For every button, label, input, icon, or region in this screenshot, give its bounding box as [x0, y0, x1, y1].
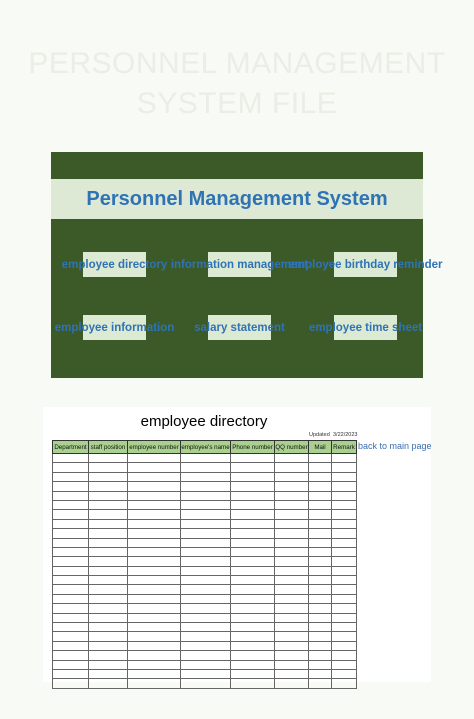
table-cell[interactable]	[309, 641, 332, 650]
menu-header: Personnel Management System	[51, 179, 423, 219]
updated-label: Updated	[309, 432, 330, 438]
table-cell[interactable]	[128, 491, 181, 500]
table-cell[interactable]	[53, 510, 89, 519]
table-cell[interactable]	[275, 463, 309, 472]
table-cell[interactable]	[89, 623, 128, 632]
table-cell[interactable]	[309, 613, 332, 622]
table-cell[interactable]	[89, 604, 128, 613]
table-cell[interactable]	[89, 500, 128, 509]
table-cell[interactable]	[128, 538, 181, 547]
employee-directory-button[interactable]	[61, 252, 168, 277]
table-cell[interactable]	[89, 454, 128, 463]
table-cell[interactable]	[332, 482, 357, 491]
table-cell[interactable]	[53, 679, 89, 688]
employee-time-sheet-button[interactable]	[308, 315, 423, 340]
table-cell[interactable]	[181, 557, 231, 566]
table-cell[interactable]	[332, 500, 357, 509]
table-cell[interactable]	[275, 472, 309, 481]
table-cell[interactable]	[231, 632, 275, 641]
page-title-line2: SYSTEM FILE	[136, 87, 338, 120]
table-cell[interactable]	[332, 538, 357, 547]
table-cell[interactable]	[332, 660, 357, 669]
table-cell[interactable]	[128, 454, 181, 463]
table-cell[interactable]	[275, 491, 309, 500]
table-row	[53, 641, 357, 650]
table-cell[interactable]	[128, 632, 181, 641]
table-cell[interactable]	[53, 547, 89, 556]
table-cell[interactable]	[89, 669, 128, 678]
table-cell[interactable]	[309, 660, 332, 669]
table-row	[53, 491, 357, 500]
column-header-staff-position: staff position	[89, 441, 128, 454]
table-cell[interactable]	[275, 576, 309, 585]
table-cell[interactable]	[309, 669, 332, 678]
table-cell[interactable]	[89, 576, 128, 585]
table-cell[interactable]	[128, 594, 181, 603]
page-title-line1: PERSONNEL MANAGEMENT	[28, 47, 446, 80]
table-row	[53, 538, 357, 547]
table-cell[interactable]	[181, 613, 231, 622]
table-cell[interactable]	[275, 454, 309, 463]
table-cell[interactable]	[332, 547, 357, 556]
table-cell[interactable]	[89, 547, 128, 556]
table-cell[interactable]	[231, 576, 275, 585]
table-cell[interactable]	[89, 566, 128, 575]
table-cell[interactable]	[128, 472, 181, 481]
column-header-remark: Remark	[332, 441, 357, 454]
table-cell[interactable]	[53, 623, 89, 632]
table-row	[53, 547, 357, 556]
table-cell[interactable]	[231, 651, 275, 660]
updated-date: 3/22/2023	[333, 432, 358, 438]
table-cell[interactable]	[275, 538, 309, 547]
table-cell[interactable]	[231, 585, 275, 594]
table-cell[interactable]	[53, 669, 89, 678]
table-cell[interactable]	[231, 538, 275, 547]
table-row	[53, 482, 357, 491]
table-cell[interactable]	[231, 669, 275, 678]
table-cell[interactable]	[128, 557, 181, 566]
table-cell[interactable]	[332, 651, 357, 660]
button-label: employee time sheet	[308, 321, 423, 334]
table-row	[53, 594, 357, 603]
table-cell[interactable]	[181, 651, 231, 660]
main-menu-panel	[51, 152, 443, 378]
table-cell[interactable]	[275, 632, 309, 641]
table-cell[interactable]	[231, 491, 275, 500]
table-cell[interactable]	[53, 519, 89, 528]
table-cell[interactable]	[181, 641, 231, 650]
table-cell[interactable]	[275, 623, 309, 632]
table-row	[53, 566, 357, 575]
table-row	[53, 510, 357, 519]
table-cell[interactable]	[332, 585, 357, 594]
table-cell[interactable]	[89, 641, 128, 650]
table-cell[interactable]	[89, 529, 128, 538]
table-cell[interactable]	[89, 538, 128, 547]
back-to-main-page-link[interactable]: back to main page	[358, 441, 432, 451]
table-cell[interactable]	[309, 491, 332, 500]
table-cell[interactable]	[128, 641, 181, 650]
table-cell[interactable]	[53, 632, 89, 641]
information-management-button[interactable]	[170, 252, 309, 277]
table-cell[interactable]	[275, 585, 309, 594]
table-cell[interactable]	[53, 482, 89, 491]
table-cell[interactable]	[309, 557, 332, 566]
table-cell[interactable]	[89, 613, 128, 622]
table-cell[interactable]	[309, 463, 332, 472]
table-cell[interactable]	[53, 557, 89, 566]
table-cell[interactable]	[309, 519, 332, 528]
table-cell[interactable]	[128, 623, 181, 632]
table-cell[interactable]	[309, 482, 332, 491]
table-cell[interactable]	[332, 491, 357, 500]
button-label: employee birthday reminder	[288, 258, 443, 271]
table-cell[interactable]	[128, 510, 181, 519]
button-label: information management	[170, 258, 309, 271]
button-label: salary statement	[194, 321, 285, 334]
employee-information-button[interactable]	[54, 315, 175, 340]
table-cell[interactable]	[309, 651, 332, 660]
table-cell[interactable]	[309, 454, 332, 463]
table-cell[interactable]	[332, 632, 357, 641]
table-cell[interactable]	[89, 510, 128, 519]
table-cell[interactable]	[309, 538, 332, 547]
table-cell[interactable]	[309, 576, 332, 585]
table-header-row	[53, 441, 357, 454]
table-cell[interactable]	[231, 566, 275, 575]
table-cell[interactable]	[89, 651, 128, 660]
table-cell[interactable]	[231, 510, 275, 519]
table-cell[interactable]	[128, 651, 181, 660]
table-cell[interactable]	[332, 510, 357, 519]
table-cell[interactable]	[231, 454, 275, 463]
table-cell[interactable]	[181, 538, 231, 547]
table-cell[interactable]	[332, 519, 357, 528]
table-cell[interactable]	[128, 669, 181, 678]
table-cell[interactable]	[275, 651, 309, 660]
table-row	[53, 463, 357, 472]
table-cell[interactable]	[128, 604, 181, 613]
table-cell[interactable]	[332, 557, 357, 566]
table-cell[interactable]	[275, 547, 309, 556]
table-cell[interactable]	[181, 679, 231, 688]
table-row	[53, 585, 357, 594]
table-cell[interactable]	[128, 463, 181, 472]
table-cell[interactable]	[231, 623, 275, 632]
table-row	[53, 604, 357, 613]
table-cell[interactable]	[53, 651, 89, 660]
column-header-department: Department	[53, 441, 89, 454]
column-header-employee-name: employee's name	[181, 441, 231, 454]
table-cell[interactable]	[332, 613, 357, 622]
employee-directory-table	[52, 440, 357, 689]
button-label: employee information	[54, 321, 175, 334]
table-cell[interactable]	[309, 623, 332, 632]
table-cell[interactable]	[181, 454, 231, 463]
table-cell[interactable]	[181, 472, 231, 481]
table-cell[interactable]	[332, 463, 357, 472]
table-cell[interactable]	[128, 529, 181, 538]
table-cell[interactable]	[231, 641, 275, 650]
column-header-phone-number: Phone number	[231, 441, 275, 454]
table-cell[interactable]	[128, 547, 181, 556]
table-cell[interactable]	[181, 585, 231, 594]
table-cell[interactable]	[309, 585, 332, 594]
table-cell[interactable]	[231, 500, 275, 509]
table-row	[53, 529, 357, 538]
table-cell[interactable]	[309, 547, 332, 556]
table-cell[interactable]	[89, 585, 128, 594]
table-cell[interactable]	[309, 566, 332, 575]
table-cell[interactable]	[89, 632, 128, 641]
table-cell[interactable]	[181, 566, 231, 575]
table-cell[interactable]	[53, 472, 89, 481]
table-cell[interactable]	[275, 613, 309, 622]
directory-title: employee directory	[140, 413, 268, 430]
table-cell[interactable]	[53, 594, 89, 603]
table-cell[interactable]	[89, 557, 128, 566]
table-cell[interactable]	[53, 500, 89, 509]
table-cell[interactable]	[309, 604, 332, 613]
button-label: employee directory	[61, 258, 168, 271]
table-cell[interactable]	[181, 529, 231, 538]
table-cell[interactable]	[89, 679, 128, 688]
table-cell[interactable]	[181, 594, 231, 603]
table-cell[interactable]	[332, 472, 357, 481]
table-cell[interactable]	[231, 604, 275, 613]
table-cell[interactable]	[53, 641, 89, 650]
table-cell[interactable]	[309, 472, 332, 481]
table-row	[53, 632, 357, 641]
table-cell[interactable]	[275, 482, 309, 491]
table-cell[interactable]	[309, 510, 332, 519]
table-cell[interactable]	[53, 585, 89, 594]
table-cell[interactable]	[332, 576, 357, 585]
table-cell[interactable]	[128, 519, 181, 528]
table-cell[interactable]	[181, 510, 231, 519]
table-row	[53, 613, 357, 622]
table-cell[interactable]	[181, 632, 231, 641]
table-row	[53, 557, 357, 566]
table-cell[interactable]	[275, 557, 309, 566]
table-row	[53, 679, 357, 688]
table-cell[interactable]	[181, 547, 231, 556]
table-cell[interactable]	[275, 660, 309, 669]
table-cell[interactable]	[309, 500, 332, 509]
birthday-reminder-button[interactable]	[288, 252, 443, 277]
table-cell[interactable]	[332, 529, 357, 538]
table-cell[interactable]	[231, 519, 275, 528]
table-cell[interactable]	[53, 604, 89, 613]
table-row	[53, 500, 357, 509]
table-cell[interactable]	[89, 463, 128, 472]
page-title	[0, 44, 474, 124]
table-cell[interactable]	[332, 679, 357, 688]
table-cell[interactable]	[53, 576, 89, 585]
table-cell[interactable]	[181, 500, 231, 509]
table-cell[interactable]	[231, 679, 275, 688]
table-row	[53, 660, 357, 669]
table-cell[interactable]	[309, 529, 332, 538]
table-cell[interactable]	[332, 454, 357, 463]
table-cell[interactable]	[53, 613, 89, 622]
table-cell[interactable]	[53, 538, 89, 547]
table-row	[53, 623, 357, 632]
table-cell[interactable]	[89, 472, 128, 481]
table-cell[interactable]	[332, 641, 357, 650]
table-cell[interactable]	[53, 660, 89, 669]
table-cell[interactable]	[309, 632, 332, 641]
table-cell[interactable]	[128, 482, 181, 491]
table-cell[interactable]	[53, 454, 89, 463]
table-cell[interactable]	[332, 669, 357, 678]
table-cell[interactable]	[231, 613, 275, 622]
table-cell[interactable]	[275, 510, 309, 519]
table-cell[interactable]	[181, 604, 231, 613]
table-cell[interactable]	[53, 463, 89, 472]
table-cell[interactable]	[181, 463, 231, 472]
table-cell[interactable]	[89, 519, 128, 528]
table-cell[interactable]	[181, 623, 231, 632]
table-cell[interactable]	[231, 529, 275, 538]
table-cell[interactable]	[128, 576, 181, 585]
table-cell[interactable]	[89, 491, 128, 500]
table-cell[interactable]	[275, 529, 309, 538]
table-cell[interactable]	[231, 660, 275, 669]
table-cell[interactable]	[128, 660, 181, 669]
table-cell[interactable]	[275, 679, 309, 688]
table-cell[interactable]	[181, 669, 231, 678]
table-cell[interactable]	[309, 594, 332, 603]
table-row	[53, 519, 357, 528]
table-cell[interactable]	[181, 491, 231, 500]
table-cell[interactable]	[231, 557, 275, 566]
table-cell[interactable]	[275, 519, 309, 528]
salary-statement-button[interactable]	[194, 315, 285, 340]
table-cell[interactable]	[128, 566, 181, 575]
table-cell[interactable]	[89, 482, 128, 491]
table-body	[53, 454, 357, 689]
table-cell[interactable]	[181, 576, 231, 585]
table-cell[interactable]	[231, 463, 275, 472]
table-cell[interactable]	[89, 594, 128, 603]
table-cell[interactable]	[181, 519, 231, 528]
table-row	[53, 651, 357, 660]
table-row	[53, 472, 357, 481]
table-cell[interactable]	[275, 669, 309, 678]
table-cell[interactable]	[309, 679, 332, 688]
table-row	[53, 576, 357, 585]
table-cell[interactable]	[332, 566, 357, 575]
table-cell[interactable]	[332, 604, 357, 613]
table-cell[interactable]	[181, 660, 231, 669]
table-cell[interactable]	[231, 594, 275, 603]
table-cell[interactable]	[332, 594, 357, 603]
table-cell[interactable]	[231, 547, 275, 556]
table-cell[interactable]	[128, 585, 181, 594]
table-row	[53, 454, 357, 463]
table-cell[interactable]	[275, 500, 309, 509]
table-cell[interactable]	[53, 491, 89, 500]
table-cell[interactable]	[53, 566, 89, 575]
column-header-mail: Mail	[309, 441, 332, 454]
table-cell[interactable]	[181, 482, 231, 491]
table-cell[interactable]	[128, 679, 181, 688]
table-cell[interactable]	[128, 613, 181, 622]
column-header-employee-number: employee number	[128, 441, 181, 454]
table-cell[interactable]	[231, 472, 275, 481]
table-cell[interactable]	[89, 660, 128, 669]
table-cell[interactable]	[332, 623, 357, 632]
table-cell[interactable]	[231, 482, 275, 491]
table-row	[53, 669, 357, 678]
table-cell[interactable]	[275, 641, 309, 650]
column-header-qq-number: QQ number	[275, 441, 309, 454]
table-cell[interactable]	[275, 566, 309, 575]
table-cell[interactable]	[275, 594, 309, 603]
table-cell[interactable]	[128, 500, 181, 509]
table-cell[interactable]	[275, 604, 309, 613]
table-cell[interactable]	[53, 529, 89, 538]
